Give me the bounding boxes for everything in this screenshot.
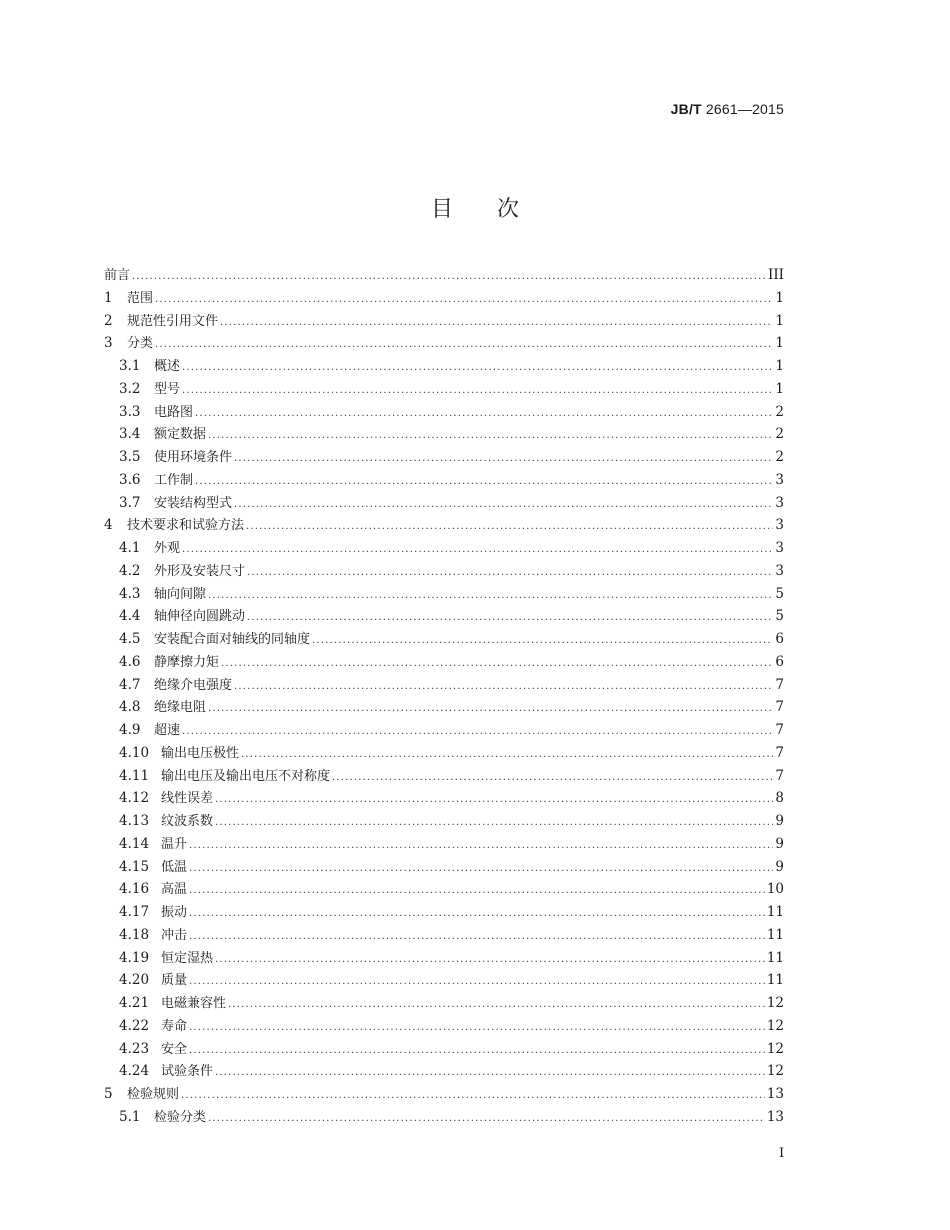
toc-entry[interactable] [104,560,784,583]
toc-entry-number: 4.8 [119,699,141,716]
toc-entry[interactable] [104,310,784,333]
toc-entry-number: 5 [104,1086,113,1102]
toc-entry-label: 额定数据 [154,427,207,443]
toc-entry-page: 6 [775,653,784,670]
toc-entry-label: 超速 [154,723,181,738]
toc-entry-number: 4.24 [119,1063,150,1080]
dot-leader [195,403,773,426]
toc-entry-label: 线性误差 [161,791,214,807]
dot-leader [208,585,773,608]
toc-entry-label: 纹波系数 [161,814,214,829]
toc-entry-number: 3.3 [119,403,141,420]
toc-entry[interactable] [104,947,784,970]
toc-entry-number: 4.10 [119,744,150,761]
dot-leader [228,994,765,1017]
toc-entry-label: 安全 [161,1041,188,1057]
dot-leader [181,1085,765,1108]
toc-entry-page: 3 [775,494,784,511]
toc-entry-page: 2 [775,426,784,443]
dot-leader [189,858,773,881]
toc-entry-label: 电磁兼容性 [161,996,227,1011]
toc-entry-page: 13 [766,1108,784,1125]
dot-leader [215,812,773,835]
toc-entry-number: 4.7 [119,676,141,693]
toc-entry-number: 3.1 [119,358,141,374]
toc-entry-number: 4.9 [119,722,141,738]
toc-entry-label: 检验规则 [127,1087,180,1102]
toc-entry-number: 4.14 [119,835,150,852]
toc-entry-label: 静摩擦力矩 [154,654,220,670]
toc-entry-label: 低温 [161,859,188,875]
toc-entry-number: 4 [104,517,113,534]
toc-entry-label: 概述 [154,359,181,374]
toc-entry[interactable] [104,1038,784,1061]
toc-entry-label: 技术要求和试验方法 [127,518,245,534]
dot-leader [208,425,773,448]
dot-leader [195,471,773,494]
toc-entry-page: 9 [775,835,784,852]
toc-entry[interactable] [104,878,784,901]
toc-entry[interactable] [104,856,784,879]
toc-entry-number: 4.23 [119,1040,150,1057]
dot-leader [215,949,765,972]
toc-entry-page: 1 [775,358,784,374]
dot-leader [182,380,773,403]
dot-leader [241,744,773,767]
toc-entry-label: 输出电压及输出电压不对称度 [161,768,331,784]
toc-entry-number: 3 [104,335,113,352]
toc-entry[interactable] [104,992,784,1015]
toc-entry-label: 规范性引用文件 [127,313,219,329]
page-title: 目次 [430,197,563,222]
toc-entry-label: 外形及安装尺寸 [154,563,246,579]
toc-entry[interactable] [104,514,784,537]
toc-entry[interactable] [104,401,784,424]
toc-entry-page: 7 [775,744,784,761]
dot-leader [155,289,773,312]
toc-entry[interactable] [104,1106,784,1129]
standard-code [671,101,784,117]
dot-leader [189,1017,765,1040]
toc-entry-page: 7 [775,722,784,738]
toc-entry-page: III [768,267,784,283]
toc-entry-number: 4.3 [119,585,141,602]
toc-entry[interactable] [104,583,784,606]
toc-entry[interactable] [104,1083,784,1106]
toc-entry[interactable] [104,742,784,765]
dot-leader [246,516,773,539]
toc-entry-label: 安装配合面对轴线的同轴度 [154,632,311,647]
toc-entry[interactable] [104,469,784,492]
toc-entry-number: 3.2 [119,380,141,397]
toc-entry[interactable] [104,423,784,446]
toc-entry-page: 3 [775,540,784,556]
toc-entry-number: 4.5 [119,631,141,647]
toc-entry[interactable] [104,492,784,515]
toc-entry-page: 6 [775,631,784,647]
toc-entry-page: 5 [775,585,784,602]
dot-leader [189,880,765,903]
toc-entry-page: 12 [766,995,784,1011]
toc-entry[interactable] [104,651,784,674]
toc-entry-label: 高温 [161,882,188,898]
toc-entry[interactable] [104,765,784,788]
dot-leader [189,926,765,949]
toc-entry-page: 1 [775,380,784,397]
toc-entry-page: 9 [775,813,784,829]
toc-entry-label: 范围 [127,290,154,306]
toc-entry-label: 质量 [161,973,188,989]
toc-entry-number: 4.19 [119,949,150,966]
toc-entry-page: 12 [766,1063,784,1080]
dot-leader [234,448,773,471]
toc-entry-label: 绝缘介电强度 [154,677,233,693]
dot-leader [220,312,773,335]
toc-entry-label: 寿命 [161,1018,188,1034]
toc-entry-page: 13 [766,1086,784,1102]
page-number: I [779,1146,785,1161]
toc-entry-number: 3.6 [119,471,141,488]
toc-entry-label: 分类 [127,336,154,352]
dot-leader [132,266,766,289]
toc-entry[interactable] [104,287,784,310]
toc-entry-number: 4.21 [119,995,150,1011]
toc-entry[interactable] [104,605,784,628]
dot-leader [234,494,773,517]
toc-entry[interactable] [104,378,784,401]
toc-entry[interactable] [104,833,784,856]
dot-leader [182,539,773,562]
toc-entry-page: 1 [775,312,784,329]
toc-entry-number: 4.1 [119,540,141,556]
toc-entry-label: 轴伸径向圆跳动 [154,609,246,625]
dot-leader [155,334,773,357]
toc-entry-label: 外观 [154,541,181,556]
toc-entry-number: 4.4 [119,608,141,625]
table-of-contents [104,264,784,1129]
toc-entry-label: 电路图 [154,404,194,420]
dot-leader [332,767,773,790]
toc-entry-number: 5.1 [119,1108,141,1125]
toc-entry-number: 4.6 [119,653,141,670]
toc-entry-number: 4.15 [119,858,150,875]
toc-entry[interactable] [104,969,784,992]
toc-entry-number: 4.2 [119,562,141,579]
toc-entry[interactable] [104,810,784,833]
toc-entry-page: 5 [775,608,784,625]
toc-entry-page: 12 [766,1017,784,1034]
toc-entry-label: 冲击 [161,927,188,943]
toc-entry-page: 3 [775,562,784,579]
toc-entry-page: 7 [775,676,784,693]
toc-entry[interactable] [104,355,784,378]
toc-entry[interactable] [104,332,784,355]
toc-entry[interactable] [104,719,784,742]
toc-entry-page: 3 [775,517,784,534]
toc-entry-label: 绝缘电阻 [154,700,207,716]
toc-entry-page: 12 [766,1040,784,1057]
toc-entry[interactable] [104,628,784,651]
toc-entry[interactable] [104,901,784,924]
toc-entry-page: 11 [766,904,784,920]
toc-entry-number: 3.5 [119,449,141,465]
dot-leader [189,903,765,926]
toc-entry-label: 输出电压极性 [161,745,240,761]
toc-entry-label: 轴向间隙 [154,586,207,602]
standard-prefix: JB/T [670,101,702,117]
toc-entry-label: 温升 [161,836,188,852]
toc-entry-page: 10 [766,881,784,898]
toc-entry[interactable] [104,264,784,287]
toc-entry-page: 7 [775,699,784,716]
dot-leader [221,653,773,676]
toc-entry[interactable] [104,674,784,697]
toc-entry-number: 4.22 [119,1017,150,1034]
toc-entry-page: 9 [775,858,784,875]
toc-entry-number: 4.16 [119,881,150,898]
dot-leader [234,676,773,699]
toc-entry-page: 11 [766,949,784,966]
dot-leader [247,562,773,585]
toc-entry-label: 使用环境条件 [154,450,233,465]
toc-entry-number: 4.11 [119,767,150,784]
toc-entry-page: 3 [775,471,784,488]
toc-entry-label: 振动 [161,905,188,920]
toc-entry-page: 8 [775,790,784,807]
toc-entry-number: 3.7 [119,494,141,511]
toc-entry-page: 1 [775,289,784,306]
dot-leader [312,630,773,653]
toc-entry[interactable] [104,696,784,719]
toc-entry[interactable] [104,537,784,560]
toc-entry[interactable] [104,1015,784,1038]
toc-entry-number: 3.4 [119,426,141,443]
dot-leader [189,835,773,858]
toc-entry-number: 4.18 [119,926,150,943]
toc-entry[interactable] [104,1060,784,1083]
dot-leader [182,357,773,380]
toc-entry-label: 工作制 [154,472,194,488]
dot-leader [215,789,773,812]
toc-entry-page: 2 [775,403,784,420]
toc-entry-page: 2 [775,449,784,465]
toc-entry-label: 恒定湿热 [161,950,214,966]
toc-entry-number: 4.17 [119,904,150,920]
dot-leader [247,607,773,630]
toc-entry[interactable] [104,446,784,469]
toc-entry-page: 11 [766,926,784,943]
toc-entry-number: 4.12 [119,790,150,807]
dot-leader [215,1062,765,1085]
toc-entry-label: 检验分类 [154,1109,207,1125]
toc-entry[interactable] [104,924,784,947]
toc-entry-page: 7 [775,767,784,784]
toc-entry-page: 1 [775,335,784,352]
dot-leader [189,971,765,994]
toc-entry-page: 11 [766,972,784,989]
toc-entry-label: 前言 [104,268,131,283]
toc-entry-label: 型号 [154,381,181,397]
toc-entry-number: 2 [104,312,113,329]
toc-entry-number: 4.20 [119,972,150,989]
dot-leader [208,698,773,721]
dot-leader [208,1108,765,1131]
toc-entry-number: 4.13 [119,813,150,829]
toc-entry-label: 试验条件 [161,1064,214,1080]
dot-leader [189,1040,765,1063]
dot-leader [182,721,773,744]
toc-entry-label: 安装结构型式 [154,495,233,511]
toc-entry[interactable] [104,787,784,810]
standard-number: 2661—2015 [705,101,784,117]
toc-entry-number: 1 [104,289,113,306]
